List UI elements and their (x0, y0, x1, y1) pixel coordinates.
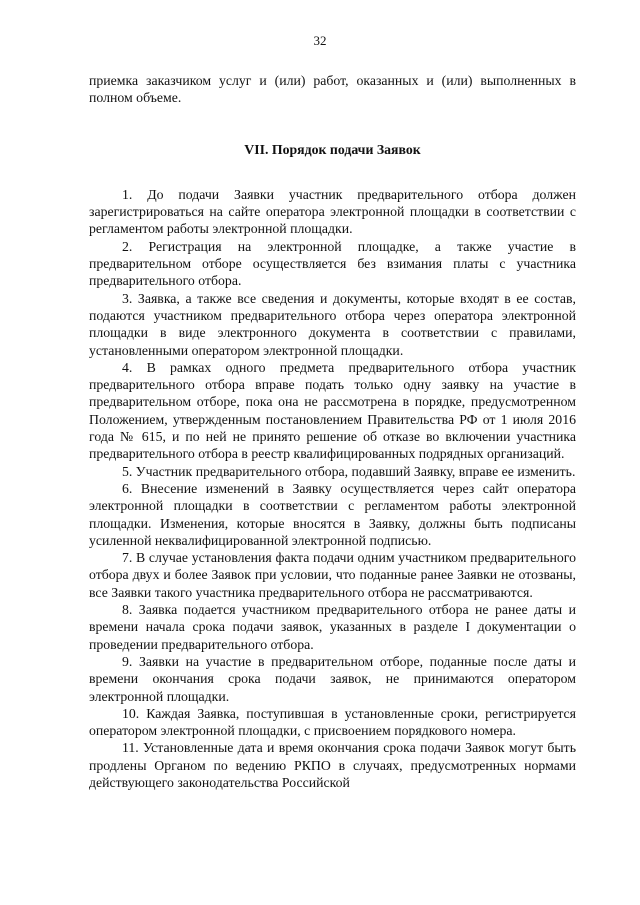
paragraph-4: 4. В рамках одного предмета предварительного отбора участник предварительного отбора вправе подать только одну заявку на участие в предварительном отборе, пока она не рассмотрена в порядке, предусмотренном Положением, утвержденным постановлением Правительства РФ от 1 июля 2016 года № 615, и по ней не принято решение об отказе во включении участника предварительного отбора в реестр квалифицированных подрядных организаций. (89, 359, 576, 462)
paragraph-10: 10. Каждая Заявка, поступившая в установленные сроки, регистрируется оператором электронной площадки, с присвоением порядкового номера. (89, 705, 576, 739)
paragraph-5: 5. Участник предварительного отбора, подавший Заявку, вправе ее изменить. (122, 463, 576, 479)
page-content (89, 72, 576, 791)
paragraph-3: 3. Заявка, а также все сведения и документы, которые входят в ее состав, подаются участником предварительного отбора через оператора электронной площадки в виде электронного документа в соответствии с правилами, установленными оператором электронной площадки. (89, 290, 576, 358)
intro-paragraph: приемка заказчиком услуг и (или) работ, оказанных и (или) выполненных в полном объеме. (89, 73, 576, 106)
paragraph-9: 9. Заявки на участие в предварительном отборе, поданные после даты и времени окончания срока подачи заявок, не принимаются оператором электронной площадки. (89, 653, 576, 704)
paragraph-8: 8. Заявка подается участником предварительного отбора не ранее даты и времени начала срока подачи заявок, указанных в разделе I документации о проведении предварительного отбора. (89, 602, 576, 652)
paragraph-2: 2. Регистрация на электронной площадке, а также участие в предварительном отборе осуществляется без взимания платы с участника предварительного отбора. (89, 238, 576, 289)
paragraph-11: 11. Установленные дата и время окончания срока подачи Заявок могут быть продлены Органом по ведению РКПО в случаях, предусмотренных нормами действующего законодательства Российской (89, 740, 576, 790)
paragraph-6: 6. Внесение изменений в Заявку осуществляется через сайт оператора электронной площадки в соответствии с регламентом работы электронной площадки. Изменения, которые вносятся в Заявку, должны быть подписаны усиленной неквалифицированной электронной подписью. (89, 480, 576, 548)
section-heading: VII. Порядок подачи Заявок (244, 141, 421, 157)
paragraph-7: 7. В случае установления факта подачи одним участником предварительного отбора двух и более Заявок при условии, что поданные ранее Заявки не отозваны, все Заявки такого участника предварительного отбора не рассматриваются. (89, 550, 576, 600)
page-number: 32 (313, 33, 327, 48)
paragraph-1: 1. До подачи Заявки участник предварительного отбора должен зарегистрироваться на сайте оператора электронной площадки в соответствии с регламентом работы электронной площадки. (89, 186, 576, 237)
